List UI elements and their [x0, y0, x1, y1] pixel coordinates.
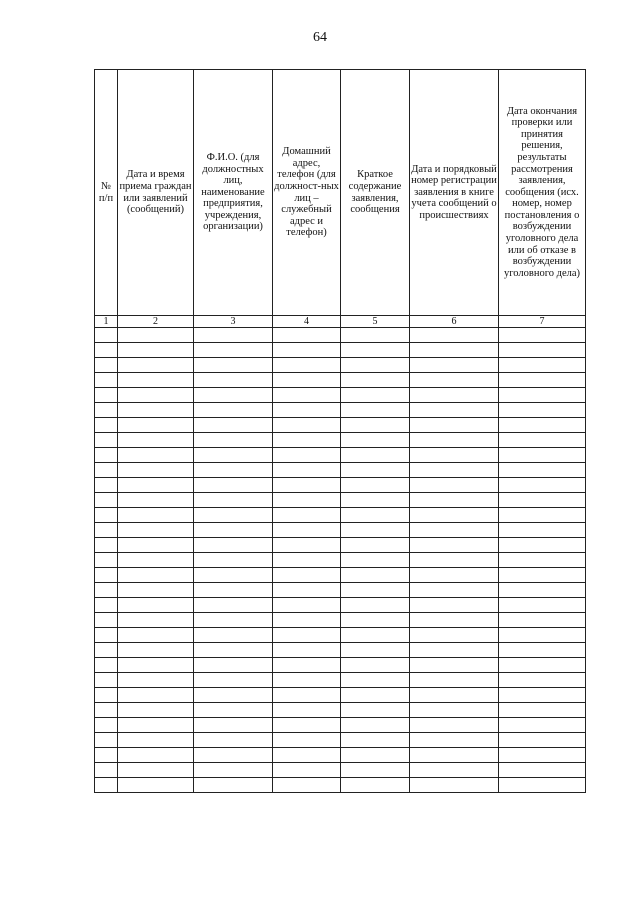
table-cell: [95, 478, 118, 493]
table-cell: [273, 718, 341, 733]
table-cell: [95, 523, 118, 538]
table-cell: [118, 658, 194, 673]
table-cell: [273, 748, 341, 763]
table-cell: [410, 403, 499, 418]
table-cell: [194, 328, 273, 343]
table-cell: [273, 643, 341, 658]
table-cell: [499, 493, 586, 508]
table-cell: [95, 628, 118, 643]
table-cell: [95, 328, 118, 343]
table-cell: [410, 718, 499, 733]
table-cell: [95, 463, 118, 478]
table-cell: [410, 598, 499, 613]
table-cell: [341, 643, 410, 658]
page-number: 64: [313, 30, 327, 45]
table-cell: [273, 703, 341, 718]
table-cell: [273, 658, 341, 673]
table-cell: [273, 463, 341, 478]
table-cell: [410, 703, 499, 718]
table-cell: [95, 568, 118, 583]
table-cell: [273, 328, 341, 343]
table-cell: [273, 538, 341, 553]
table-cell: [341, 703, 410, 718]
header-cell-full-name: Ф.И.О. (для должностных лиц, наименование предприятия, учреждения, организации): [194, 70, 273, 316]
table-cell: [341, 673, 410, 688]
table-cell: [499, 478, 586, 493]
table-cell: [118, 628, 194, 643]
header-cell-reception-datetime: Дата и время приема граждан или заявлений (сообщений): [118, 70, 194, 316]
table-cell: [410, 478, 499, 493]
column-number: 6: [410, 316, 499, 328]
table-cell: [194, 583, 273, 598]
table-cell: [499, 628, 586, 643]
table-cell: [499, 703, 586, 718]
table-cell: [273, 433, 341, 448]
table-cell: [499, 358, 586, 373]
table-cell: [499, 598, 586, 613]
table-cell: [341, 733, 410, 748]
table-row: [95, 433, 586, 448]
table-row: [95, 733, 586, 748]
table-cell: [118, 463, 194, 478]
table-cell: [499, 508, 586, 523]
table-cell: [410, 658, 499, 673]
table-cell: [194, 748, 273, 763]
table-cell: [341, 358, 410, 373]
table-cell: [499, 553, 586, 568]
table-cell: [273, 493, 341, 508]
table-cell: [118, 598, 194, 613]
table-cell: [273, 358, 341, 373]
table-cell: [118, 493, 194, 508]
table-cell: [273, 568, 341, 583]
table-cell: [341, 403, 410, 418]
table-row: [95, 718, 586, 733]
table-cell: [95, 688, 118, 703]
table-cell: [95, 343, 118, 358]
table-row: [95, 478, 586, 493]
table-cell: [499, 748, 586, 763]
header-row: [95, 70, 586, 316]
table-cell: [499, 763, 586, 778]
table-cell: [194, 733, 273, 748]
table-row: [95, 553, 586, 568]
table-cell: [341, 583, 410, 598]
register-table: [94, 69, 586, 793]
table-cell: [410, 553, 499, 568]
table-cell: [341, 628, 410, 643]
table-row: [95, 748, 586, 763]
table-row: [95, 328, 586, 343]
table-row: [95, 463, 586, 478]
table-cell: [118, 613, 194, 628]
table-cell: [118, 538, 194, 553]
table-cell: [95, 763, 118, 778]
table-cell: [410, 568, 499, 583]
table-row: [95, 358, 586, 373]
table-cell: [273, 733, 341, 748]
table-cell: [341, 343, 410, 358]
table-cell: [499, 583, 586, 598]
table-cell: [194, 448, 273, 463]
header-cell-address-phone: Домашний адрес, телефон (для должност-ных лиц – служебный адрес и телефон): [273, 70, 341, 316]
table-row: [95, 598, 586, 613]
table-cell: [410, 673, 499, 688]
table-cell: [273, 778, 341, 793]
table-cell: [194, 763, 273, 778]
table-cell: [118, 358, 194, 373]
column-number: 7: [499, 316, 586, 328]
table-cell: [95, 388, 118, 403]
table-cell: [410, 688, 499, 703]
table-cell: [410, 508, 499, 523]
column-number: 4: [273, 316, 341, 328]
table-cell: [95, 448, 118, 463]
table-cell: [95, 418, 118, 433]
table-cell: [194, 628, 273, 643]
table-row: [95, 508, 586, 523]
table-cell: [194, 673, 273, 688]
table-cell: [194, 343, 273, 358]
table-cell: [194, 523, 273, 538]
table-cell: [341, 568, 410, 583]
column-number: 3: [194, 316, 273, 328]
table-cell: [341, 613, 410, 628]
table-cell: [194, 778, 273, 793]
table-cell: [194, 643, 273, 658]
table-cell: [118, 448, 194, 463]
table-row: [95, 673, 586, 688]
table-cell: [118, 328, 194, 343]
table-cell: [341, 508, 410, 523]
table-cell: [499, 538, 586, 553]
table-cell: [118, 403, 194, 418]
table-cell: [273, 478, 341, 493]
table-cell: [341, 328, 410, 343]
table-cell: [273, 673, 341, 688]
table-cell: [499, 733, 586, 748]
table-cell: [194, 418, 273, 433]
table-cell: [273, 523, 341, 538]
table-row: [95, 703, 586, 718]
table-cell: [95, 538, 118, 553]
table-cell: [194, 493, 273, 508]
table-cell: [410, 763, 499, 778]
table-cell: [499, 433, 586, 448]
table-cell: [194, 703, 273, 718]
table-cell: [95, 433, 118, 448]
table-cell: [194, 688, 273, 703]
table-row: [95, 388, 586, 403]
table-row: [95, 778, 586, 793]
table-cell: [194, 388, 273, 403]
table-cell: [95, 508, 118, 523]
table-cell: [341, 448, 410, 463]
table-cell: [273, 388, 341, 403]
table-cell: [410, 388, 499, 403]
table-cell: [341, 493, 410, 508]
table-cell: [499, 373, 586, 388]
header-cell-number: № п/п: [95, 70, 118, 316]
table-cell: [499, 388, 586, 403]
table-cell: [410, 538, 499, 553]
table-cell: [95, 373, 118, 388]
table-cell: [410, 733, 499, 748]
table-cell: [118, 583, 194, 598]
table-cell: [194, 463, 273, 478]
table-cell: [118, 688, 194, 703]
table-cell: [499, 673, 586, 688]
table-row: [95, 448, 586, 463]
table-cell: [194, 403, 273, 418]
table-row: [95, 658, 586, 673]
table-row: [95, 523, 586, 538]
table-row: [95, 418, 586, 433]
table-cell: [341, 388, 410, 403]
column-number: 1: [95, 316, 118, 328]
table-cell: [118, 418, 194, 433]
table-cell: [341, 778, 410, 793]
table-cell: [499, 613, 586, 628]
table-cell: [410, 643, 499, 658]
table-cell: [95, 643, 118, 658]
table-cell: [273, 688, 341, 703]
table-cell: [95, 553, 118, 568]
table-cell: [341, 748, 410, 763]
header-cell-summary: Краткое содержание заявления, сообщения: [341, 70, 410, 316]
table-cell: [499, 643, 586, 658]
table-row: [95, 688, 586, 703]
table-cell: [499, 418, 586, 433]
table-cell: [118, 778, 194, 793]
table-row: [95, 373, 586, 388]
table-cell: [118, 343, 194, 358]
table-cell: [341, 433, 410, 448]
table-cell: [499, 688, 586, 703]
header-cell-result: Дата окончания проверки или принятия решения, результаты рассмотрения заявления, сообщения (исх. номер, номер постановления о возбуждении уголовного дела или об отказе в возбуждении уголовного дела): [499, 70, 586, 316]
table-cell: [118, 643, 194, 658]
table-cell: [95, 703, 118, 718]
table-cell: [194, 658, 273, 673]
table-cell: [194, 538, 273, 553]
table-cell: [273, 373, 341, 388]
table-cell: [341, 658, 410, 673]
table-cell: [499, 658, 586, 673]
table-cell: [273, 763, 341, 778]
table-cell: [194, 508, 273, 523]
table-cell: [194, 718, 273, 733]
table-cell: [341, 538, 410, 553]
table-cell: [410, 748, 499, 763]
table-cell: [95, 673, 118, 688]
table-cell: [341, 688, 410, 703]
table-cell: [499, 778, 586, 793]
table-cell: [273, 418, 341, 433]
table-cell: [499, 718, 586, 733]
table-row: [95, 343, 586, 358]
table-cell: [341, 553, 410, 568]
table-cell: [273, 403, 341, 418]
table-cell: [118, 373, 194, 388]
table-cell: [341, 478, 410, 493]
table-cell: [410, 358, 499, 373]
table-cell: [410, 583, 499, 598]
column-number: 5: [341, 316, 410, 328]
table-cell: [341, 763, 410, 778]
table-cell: [194, 553, 273, 568]
table-cell: [410, 493, 499, 508]
table-row: [95, 583, 586, 598]
table-cell: [118, 433, 194, 448]
header-cell-registration: Дата и порядковый номер регистрации заявления в книге учета сообщений о происшествиях: [410, 70, 499, 316]
table-cell: [499, 523, 586, 538]
table-cell: [273, 448, 341, 463]
table-cell: [410, 328, 499, 343]
table-cell: [95, 658, 118, 673]
table-cell: [118, 718, 194, 733]
table-cell: [273, 583, 341, 598]
table-cell: [118, 553, 194, 568]
table-cell: [95, 718, 118, 733]
table-cell: [118, 673, 194, 688]
table-cell: [273, 628, 341, 643]
table-cell: [499, 448, 586, 463]
table-cell: [118, 523, 194, 538]
table-cell: [410, 343, 499, 358]
table-cell: [410, 448, 499, 463]
table-cell: [410, 373, 499, 388]
table-cell: [118, 388, 194, 403]
table-cell: [194, 478, 273, 493]
table-cell: [95, 733, 118, 748]
table-cell: [410, 433, 499, 448]
table-cell: [95, 358, 118, 373]
table-cell: [95, 778, 118, 793]
table-cell: [341, 463, 410, 478]
table-cell: [341, 373, 410, 388]
table-cell: [194, 568, 273, 583]
table-row: [95, 568, 586, 583]
table-cell: [341, 598, 410, 613]
table-cell: [95, 583, 118, 598]
table-cell: [410, 523, 499, 538]
table-cell: [194, 358, 273, 373]
table-cell: [118, 508, 194, 523]
table-row: [95, 643, 586, 658]
table-cell: [410, 418, 499, 433]
table-cell: [499, 328, 586, 343]
table-cell: [499, 568, 586, 583]
table-row: [95, 613, 586, 628]
table-cell: [499, 463, 586, 478]
table-row: [95, 538, 586, 553]
table-cell: [194, 373, 273, 388]
table-cell: [95, 748, 118, 763]
table-cell: [410, 463, 499, 478]
table-cell: [410, 613, 499, 628]
table-cell: [118, 763, 194, 778]
table-cell: [273, 508, 341, 523]
table-cell: [95, 493, 118, 508]
table-cell: [273, 613, 341, 628]
table-cell: [341, 523, 410, 538]
table-cell: [118, 568, 194, 583]
table-cell: [95, 403, 118, 418]
table-cell: [273, 343, 341, 358]
table-cell: [118, 703, 194, 718]
table-cell: [95, 613, 118, 628]
table-cell: [410, 628, 499, 643]
column-number-row: [95, 316, 586, 328]
table-cell: [194, 598, 273, 613]
table-row: [95, 403, 586, 418]
table-cell: [118, 733, 194, 748]
table-row: [95, 763, 586, 778]
table-cell: [194, 433, 273, 448]
table-cell: [194, 613, 273, 628]
table-cell: [118, 748, 194, 763]
table-cell: [410, 778, 499, 793]
table-cell: [499, 403, 586, 418]
table-cell: [273, 598, 341, 613]
table-row: [95, 493, 586, 508]
table-row: [95, 628, 586, 643]
table-cell: [499, 343, 586, 358]
table-cell: [118, 478, 194, 493]
column-number: 2: [118, 316, 194, 328]
table-cell: [95, 598, 118, 613]
table-cell: [273, 553, 341, 568]
table-cell: [341, 718, 410, 733]
table-cell: [341, 418, 410, 433]
